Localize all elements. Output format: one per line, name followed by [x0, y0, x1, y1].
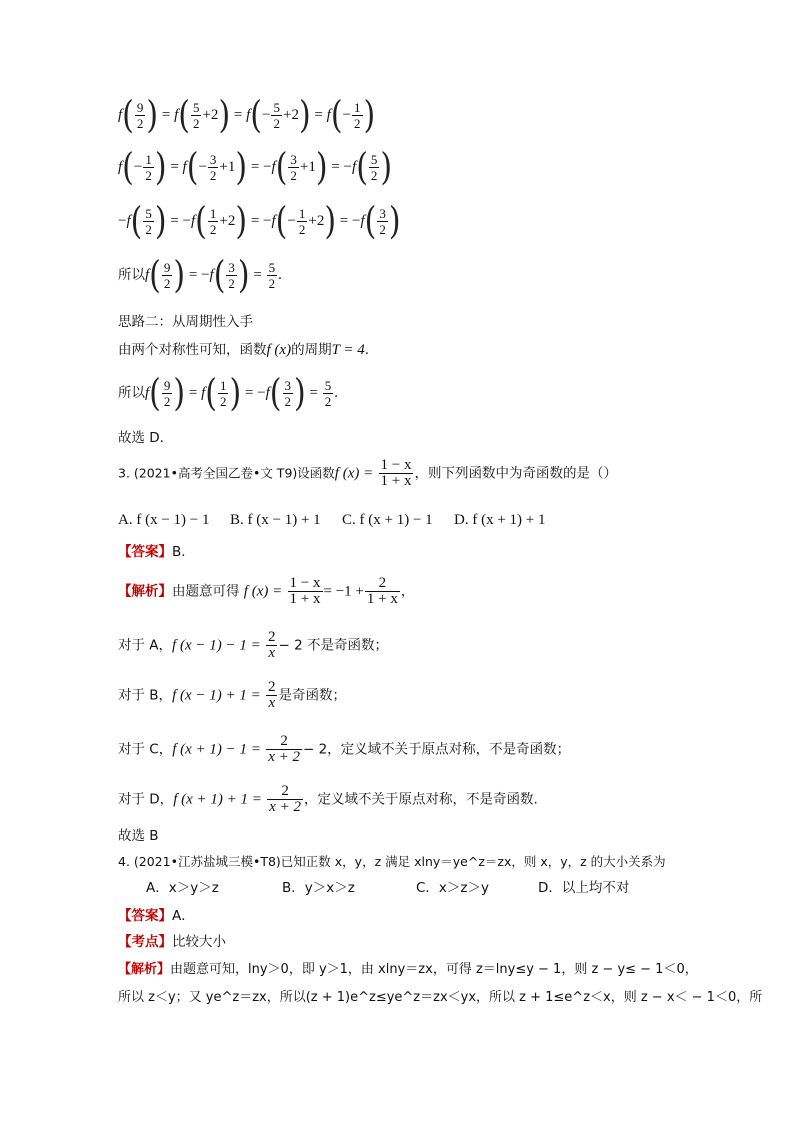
option-a: A. f (x − 1) − 1 — [118, 512, 210, 528]
analysis-4-line-1: 【解析】由题意可知，lny＞0，即 y＞1，由 xlny＝zx，可得 z＝lny≤y − 1，则 z − y≤ − 1＜0， — [118, 962, 698, 977]
option-b: B. f (x − 1) + 1 — [230, 512, 321, 528]
analysis-3-option-c: 对于 C，f (x + 1) − 1 = $\frac{2}{x + 2}$ − 2，定义域不关于原点对称，不是奇函数； — [118, 733, 571, 765]
choose-b: 故选 B — [118, 828, 159, 844]
analysis-4-line-2: 所以 z＜y；又 ye^z＝zx，所以(z + 1)e^z≤ye^z＝zx＜yx，所以 z + 1≤e^z＜x，则 z − x＜ − 1＜0，所 — [118, 990, 763, 1005]
topic-4: 【考点】比较大小 — [118, 934, 226, 950]
option-a: A．x＞y＞z — [146, 880, 219, 896]
option-b: B．y＞x＞z — [282, 880, 355, 896]
equation-line-3: −f( $\frac{5}{2}$ ) = −f( $\frac{1}{2}$ +2) = −f(− $\frac{1}{2}$ +2) = −f( $\frac{3}{2}$ ) — [118, 199, 401, 243]
analysis-3-option-d: 对于 D，f (x + 1) + 1 = $\frac{2}{x + 2}$ ，定义域不关于原点对称，不是奇函数. — [118, 783, 538, 815]
analysis-3-option-b: 对于 B，f (x − 1) + 1 = $\frac{2}{x}$ 是奇函数； — [118, 679, 347, 711]
option-c: C．x＞z＞y — [416, 880, 489, 896]
choose-d: 故选 D． — [118, 430, 174, 446]
equation-line-1: f( $\frac{9}{2}$ ) = f( $\frac{5}{2}$ +2) = f(− $\frac{5}{2}$ +2) = f(− $\frac{1}{2}$ ) — [118, 93, 376, 137]
question-4-options — [146, 878, 629, 898]
idea-two-heading: 思路二：从周期性入手 — [118, 314, 253, 330]
option-d: D. f (x + 1) + 1 — [454, 512, 546, 528]
option-c: C. f (x + 1) − 1 — [342, 512, 433, 528]
option-d: D．以上均不对 — [538, 880, 630, 896]
conclusion-line-2: 所以f( $\frac{9}{2}$ ) = f( $\frac{1}{2}$ ) = −f( $\frac{3}{2}$ ) = $\frac{5}{2}$ . — [118, 371, 338, 415]
analysis-3-option-a: 对于 A，f (x − 1) − 1 = $\frac{2}{x}$ − 2 不是奇函数； — [118, 629, 388, 661]
question-4-stem: 4. (2021•江苏盐城三模•T8)已知正数 x，y，z 满足 xlny＝ye^z＝zx，则 x，y，z 的大小关系为 — [118, 854, 666, 869]
question-3-stem: 3. (2021•高考全国乙卷•文 T9)设函数f (x) = $\frac{1 - x}{1 + x}$ ，则下列函数中为奇函数的是（） — [118, 457, 617, 489]
conclusion-line-1: 所以f( $\frac{9}{2}$ ) = −f( $\frac{3}{2}$ ) = $\frac{5}{2}$ . — [118, 253, 282, 297]
answer-3: 【答案】B． — [118, 544, 195, 560]
analysis-3: 【解析】由题意可得 f (x) = $\frac{1 - x}{1 + x}$ = −1 + $\frac{2}{1 + x}$ ， — [118, 575, 415, 607]
answer-4: 【答案】A． — [118, 908, 195, 924]
period-statement: 由两个对称性可知，函数f (x)的周期T = 4. — [118, 342, 370, 358]
equation-line-2: f(− $\frac{1}{2}$ ) = f(− $\frac{3}{2}$ +1) = −f( $\frac{3}{2}$ +1) = −f( $\frac{5}{2}$ ) — [118, 145, 393, 189]
question-3-options — [118, 510, 546, 530]
